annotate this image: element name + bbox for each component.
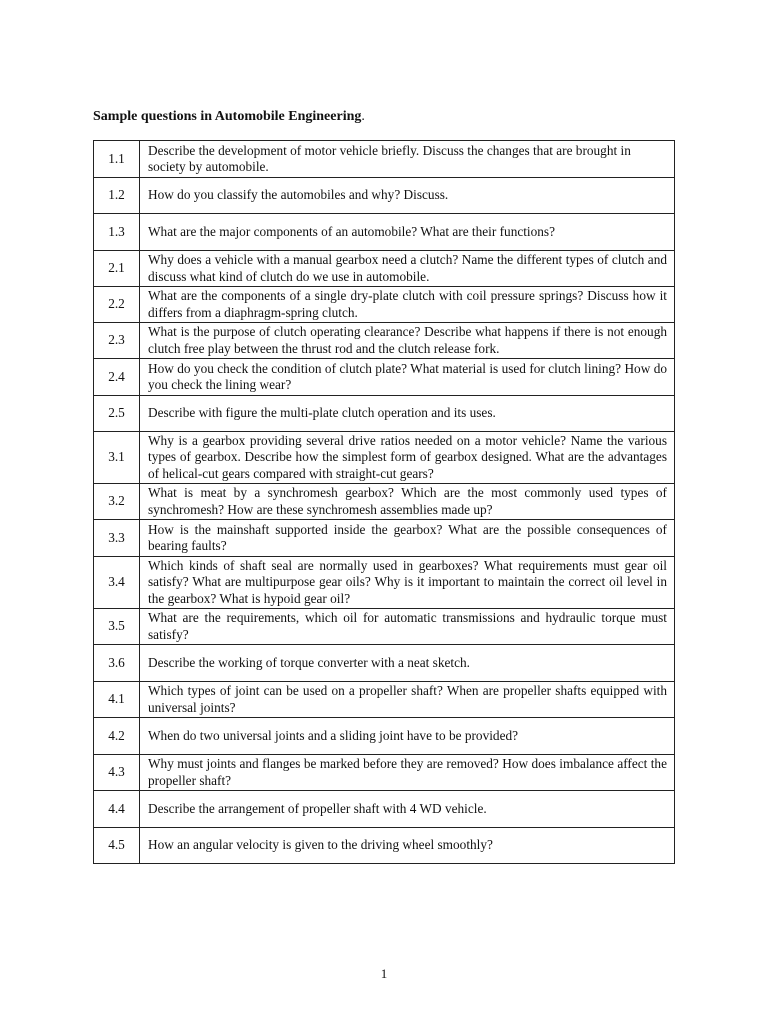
question-number: 1.3 xyxy=(94,214,140,251)
question-text: What are the major components of an automobile? What are their functions? xyxy=(140,214,675,251)
question-text: Describe with figure the multi-plate clutch operation and its uses. xyxy=(140,396,675,432)
question-text: Why is a gearbox providing several drive ratios needed on a motor vehicle? Name the various types of gearbox. Describe how the simplest form of gearbox designed. What are the advantages of helical-cut gears compared with straight-cut gears? xyxy=(140,432,675,484)
question-row xyxy=(94,432,675,484)
question-row xyxy=(94,178,675,214)
question-row xyxy=(94,484,675,520)
question-text: Which types of joint can be used on a propeller shaft? When are propeller shafts equipped with universal joints? xyxy=(140,682,675,718)
question-text: What are the components of a single dry-plate clutch with coil pressure springs? Discuss how it differs from a diaphragm-spring clutch. xyxy=(140,287,675,323)
question-row xyxy=(94,141,675,178)
question-row xyxy=(94,251,675,287)
question-row xyxy=(94,828,675,864)
document-title-punct: . xyxy=(361,109,365,124)
questions-table xyxy=(93,140,675,864)
question-text: How an angular velocity is given to the driving wheel smoothly? xyxy=(140,828,675,864)
question-text: How do you check the condition of clutch plate? What material is used for clutch lining? How do you check the lining wear? xyxy=(140,359,675,396)
question-text: What is the purpose of clutch operating clearance? Describe what happens if there is not enough clutch free play between the thrust rod and the clutch release fork. xyxy=(140,323,675,359)
question-row xyxy=(94,520,675,557)
question-text: Why must joints and flanges be marked before they are removed? How does imbalance affect the propeller shaft? xyxy=(140,755,675,791)
page-number: 1 xyxy=(380,966,388,981)
question-text: Describe the working of torque converter with a neat sketch. xyxy=(140,645,675,682)
question-row xyxy=(94,214,675,251)
question-text: Describe the arrangement of propeller shaft with 4 WD vehicle. xyxy=(140,791,675,828)
question-number: 1.2 xyxy=(94,178,140,214)
document-title xyxy=(93,109,365,125)
question-text: What are the requirements, which oil for automatic transmissions and hydraulic torque must satisfy? xyxy=(140,609,675,645)
question-row xyxy=(94,791,675,828)
question-text: What is meat by a synchromesh gearbox? Which are the most commonly used types of synchromesh? How are these synchromesh assemblies made up? xyxy=(140,484,675,520)
question-number: 4.3 xyxy=(94,755,140,791)
question-number: 3.6 xyxy=(94,645,140,682)
question-row xyxy=(94,645,675,682)
question-row xyxy=(94,682,675,718)
question-row xyxy=(94,557,675,609)
question-row xyxy=(94,323,675,359)
question-number: 2.2 xyxy=(94,287,140,323)
question-text: Describe the development of motor vehicle briefly. Discuss the changes that are brought in society by automobile. xyxy=(140,141,675,178)
question-text: When do two universal joints and a sliding joint have to be provided? xyxy=(140,718,675,755)
question-number: 4.1 xyxy=(94,682,140,718)
question-row xyxy=(94,718,675,755)
question-row xyxy=(94,359,675,396)
question-row xyxy=(94,396,675,432)
question-number: 3.1 xyxy=(94,432,140,484)
question-number: 2.1 xyxy=(94,251,140,287)
question-row xyxy=(94,609,675,645)
question-number: 4.2 xyxy=(94,718,140,755)
question-text: How is the mainshaft supported inside the gearbox? What are the possible consequences of bearing faults? xyxy=(140,520,675,557)
question-number: 2.3 xyxy=(94,323,140,359)
question-text: Which kinds of shaft seal are normally used in gearboxes? What requirements must gear oil satisfy? What are multipurpose gear oils? Why is it important to maintain the correct oil level in the gearbox? What is hypoid gear oil? xyxy=(140,557,675,609)
question-number: 4.5 xyxy=(94,828,140,864)
question-number: 1.1 xyxy=(94,141,140,178)
document-title-text: Sample questions in Automobile Engineering xyxy=(93,109,362,124)
question-number: 3.2 xyxy=(94,484,140,520)
question-text: How do you classify the automobiles and why? Discuss. xyxy=(140,178,675,214)
question-number: 2.4 xyxy=(94,359,140,396)
questions-table-body xyxy=(94,141,675,864)
question-row xyxy=(94,287,675,323)
question-number: 3.3 xyxy=(94,520,140,557)
question-number: 2.5 xyxy=(94,396,140,432)
question-number: 4.4 xyxy=(94,791,140,828)
question-row xyxy=(94,755,675,791)
question-number: 3.4 xyxy=(94,557,140,609)
question-number: 3.5 xyxy=(94,609,140,645)
question-text: Why does a vehicle with a manual gearbox need a clutch? Name the different types of clutch and discuss what kind of clutch do we use in automobile. xyxy=(140,251,675,287)
